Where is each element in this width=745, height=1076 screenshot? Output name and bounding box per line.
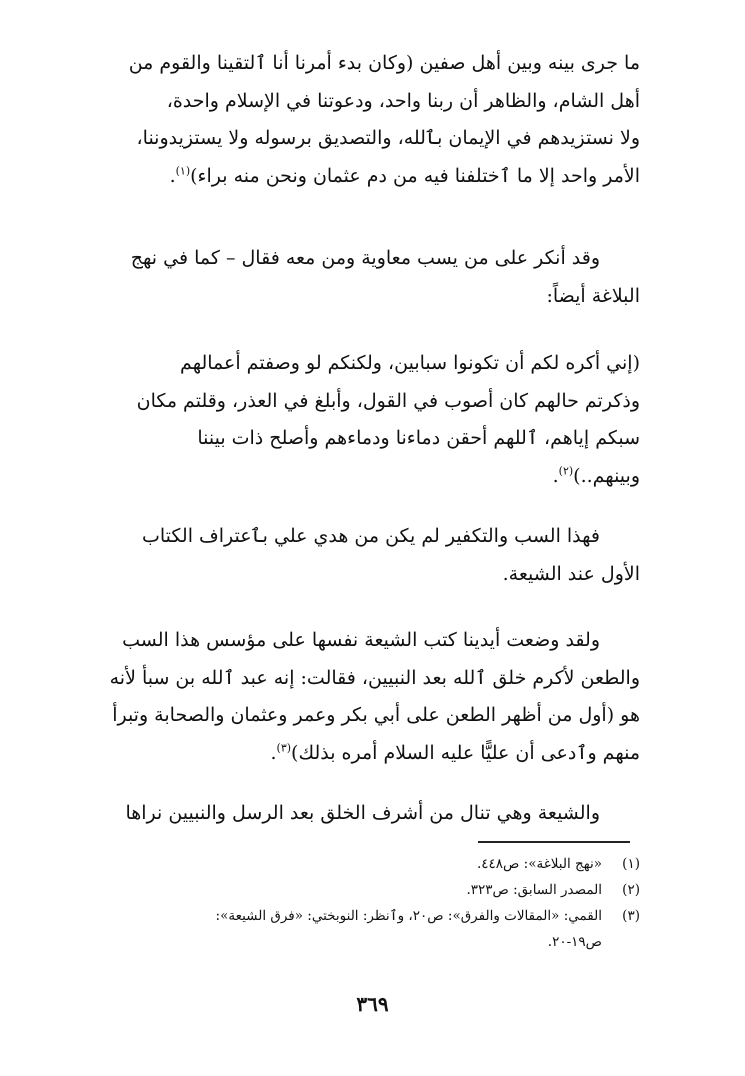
text-line: أهل الشام، والظاهر أن ربنا واحد، ودعوتنا في الإسلام واحدة،: [166, 89, 640, 112]
line-end: .: [169, 164, 176, 187]
line-text: الأمر واحد إلا ما ٱختلفنا فيه من دم عثمان ونحن منه براء): [190, 164, 640, 187]
text-line: الأول عند الشيعة.: [502, 562, 640, 585]
footnote-number: (١): [622, 856, 640, 872]
line-end: .: [270, 741, 277, 764]
footnote-text: [96, 903, 602, 955]
footnote-text: [96, 851, 602, 877]
paragraph-2: [96, 240, 640, 315]
footnote-text: [96, 877, 602, 903]
footnote-line: المصدر السابق: ص٣٢٣.: [466, 882, 602, 898]
footnote-number: (٣): [622, 908, 640, 924]
text-line: ما جرى بينه وبين أهل صفين (وكان بدء أمرنا أنا ٱلتقينا والقوم من: [128, 52, 640, 74]
line-end: .: [552, 464, 559, 487]
footnote-ref-2[interactable]: (٢): [558, 464, 574, 478]
footnote-ref-1[interactable]: (١): [175, 164, 191, 178]
footnote-line: «نهج البلاغة»: ص٤٤٨.: [476, 856, 602, 872]
text-line: البلاغة أيضاً:: [546, 284, 640, 307]
text-line: سبكم إياهم، ٱللهم أحقن دماءنا ودماءهم وأصلح ذات بيننا: [197, 427, 640, 449]
text-line: [96, 158, 640, 196]
quote-paragraph: [96, 345, 640, 495]
footnote-line: القمي: «المقالات والفرق»: ص٢٠، وٱنظر: النوبختي: «فرق الشيعة»:: [215, 908, 602, 924]
text-line: وقد أنكر على من يسب معاوية ومن معه فقال – كما في نهج: [130, 247, 600, 269]
footnote-divider: [478, 841, 630, 843]
text-line: [96, 458, 640, 496]
line-text: وبينهم..): [573, 464, 640, 487]
footnote-1: [96, 851, 640, 877]
text-line: ولا نستزيدهم في الإيمان بٱلله، والتصديق برسوله ولا يستزيدوننا،: [136, 127, 640, 149]
text-line: فهذا السب والتكفير لم يكن من هدي علي بٱعتراف الكتاب: [142, 525, 600, 547]
paragraph-6: [96, 795, 640, 833]
text-line: هو (أول من أظهر الطعن على أبي بكر وعمر وعثمان والصحابة وتبرأ: [112, 704, 640, 726]
footnote-ref-3[interactable]: (٣): [276, 741, 292, 755]
text-line: والشيعة وهي تنال من أشرف الخلق بعد الرسل والنبيين نراها: [125, 802, 600, 824]
text-line: ولقد وضعت أيدينا كتب الشيعة نفسها على مؤسس هذا السب: [122, 629, 600, 651]
paragraph-4: [96, 518, 640, 593]
footnotes: [96, 851, 640, 955]
footnote-number: (٢): [622, 882, 640, 898]
text-line: والطعن لأكرم خلق ٱلله بعد النبيين، فقالت: إنه عبد ٱلله بن سبأ لأنه: [109, 666, 640, 689]
text-line: (إني أكره لكم أن تكونوا سبابين، ولكنكم لو وصفتم أعمالهم: [180, 352, 640, 374]
footnote-2: [96, 877, 640, 903]
line-text: منهم وٱدعى أن عليًّا عليه السلام أمره بذلك): [291, 741, 640, 764]
text-line: وذكرتم حالهم كان أصوب في القول، وأبلغ في العذر، وقلتم مكان: [136, 389, 640, 412]
page-number: ٣٦٩: [356, 992, 389, 1016]
paragraph-5: [96, 622, 640, 772]
text-line: [96, 735, 640, 773]
footnote-line: ص١٩-٢٠.: [547, 934, 602, 950]
paragraph-1: [96, 45, 640, 195]
footnote-3: [96, 903, 640, 955]
